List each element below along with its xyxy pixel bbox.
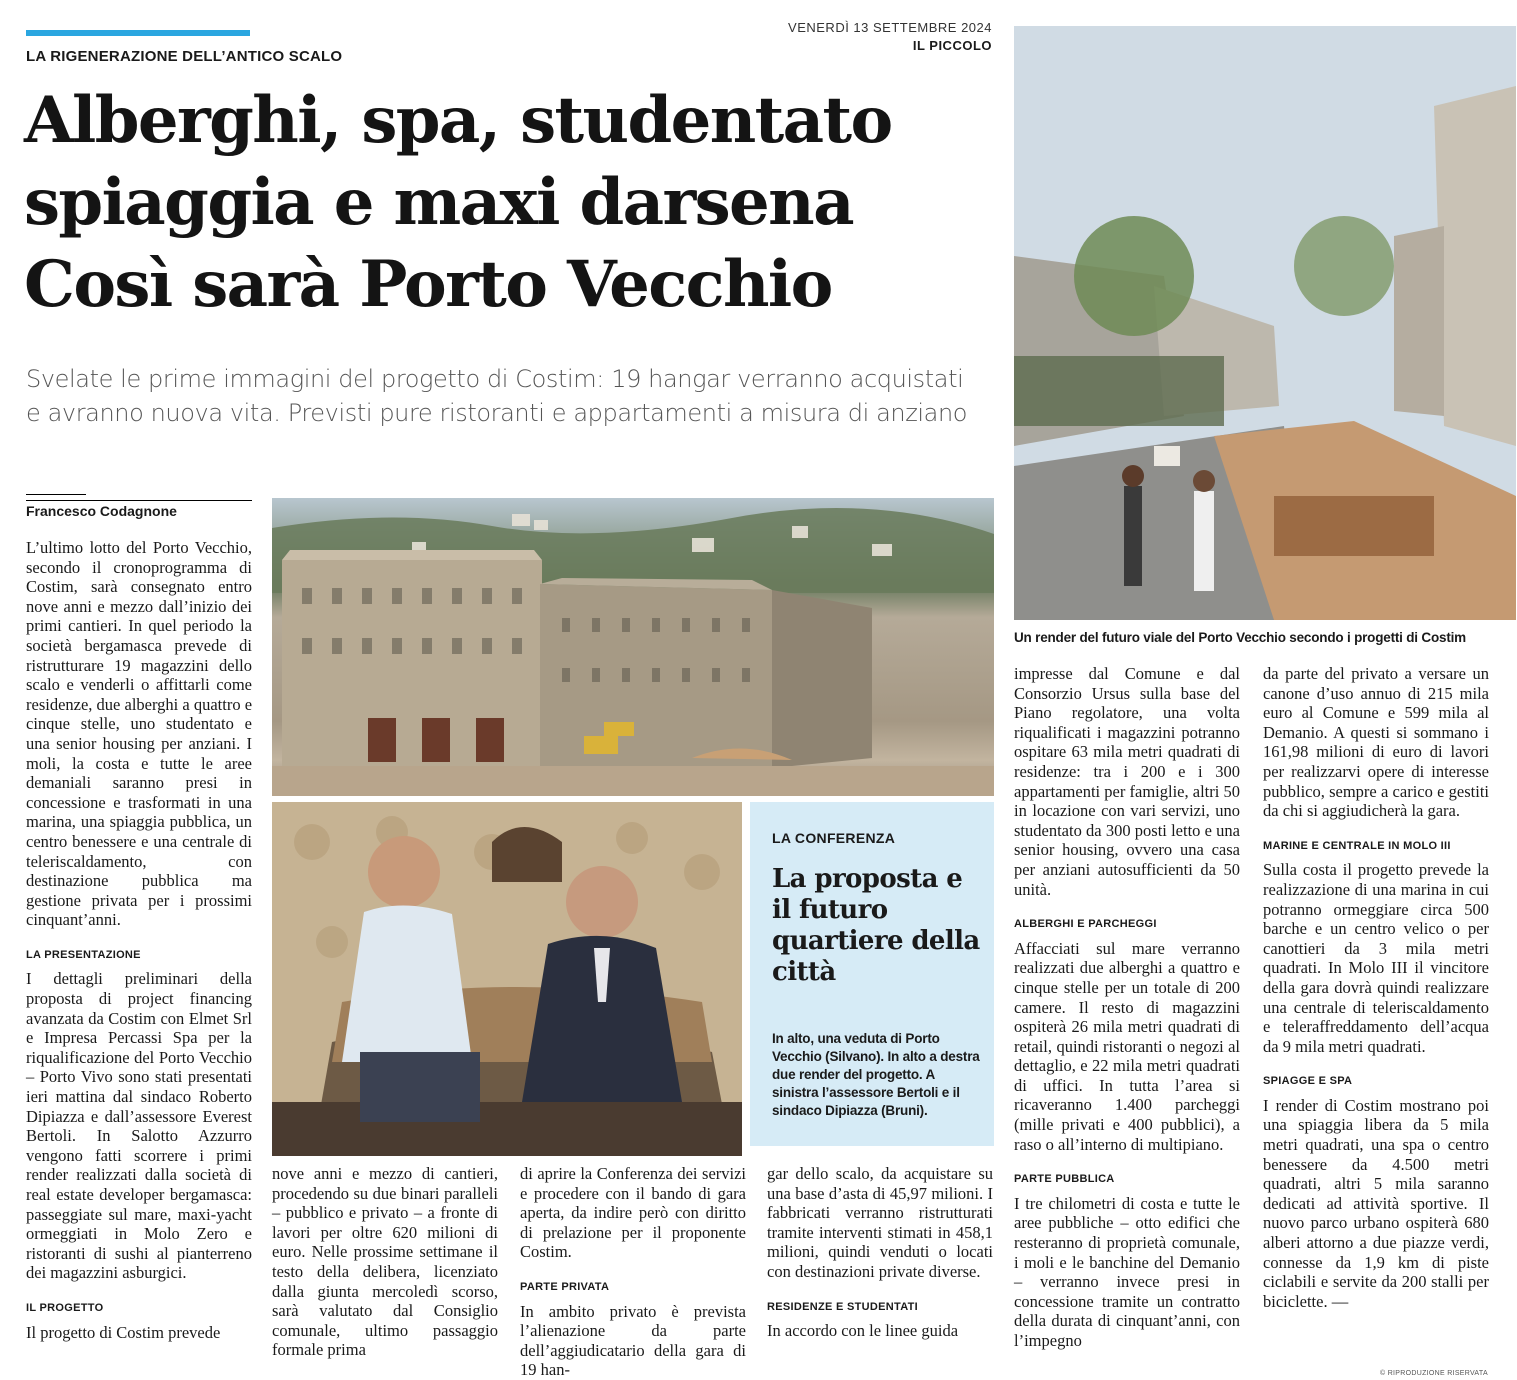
paragraph: Sulla costa il progetto prevede la realizzazione di una marina in cui potranno ormeggiare circa 500 barche e un centro velico o per canottieri da 3 mila metri quadrati. In Molo III il vincitore della gara dovrà quindi realizzare una centrale di teleriscaldamento e teleraffreddamento dell’acqua da 9 mila metri quadrati. [1263,860,1489,1056]
subheadline [26,362,1006,430]
paragraph: I render di Costim mostrano poi una spiaggia libera da 5 mila metri quadrati, una spa o centro benessere da 4.500 metri quadrati, altri 5 mila saranno dedicati ad attività sportive. Il nuovo parco urbano ospiterà 680 alberi attorno a due piazze verdi, connesse da 1,9 km di piste ciclabili e servite da 200 stalli per biciclette. — [1263,1095,1489,1311]
headline-line: spiaggia e maxi darsena [24,165,853,240]
article-column-1 [26,538,252,1342]
sidebar-title: La proposta e il futuro quartiere della città [772,864,980,987]
section-heading: IL PROGETTO [26,1301,104,1314]
paragraph: nove anni e mezzo di cantieri, procedendo su due binari paralleli – pubblico e privato – a fronte di lavori per oltre 620 milioni di euro. Nelle prossime settimane il testo della delibera, licenziato dalla giunta mercoledì scorso, sarà valutato dal Consiglio comunale, ultimo passaggio formale prima [272,1164,498,1360]
section-heading: PARTE PRIVATA [520,1280,610,1293]
sidebar-label: LA CONFERENZA [772,830,896,846]
paragraph: di aprire la Conferenza dei servizi e procedere con il bando di gara aperta, da indire però con diritto di prelazione per il proponente Costim. [520,1164,746,1262]
article-column-6 [1263,664,1489,1311]
kicker: LA RIGENERAZIONE DELL’ANTICO SCALO [26,48,343,65]
section-heading: PARTE PUBBLICA [1014,1173,1115,1186]
copyright-notice: © RIPRODUZIONE RISERVATA [1380,1370,1488,1377]
section-heading: ALBERGHI E PARCHEGGI [1014,918,1157,931]
article-column-3 [520,1164,746,1380]
paragraph: Il progetto di Costim prevede [26,1322,221,1342]
sidebar-caption: In alto, una veduta di Porto Vecchio (Silvano). In alto a destra due render del progetto. A sinistra l’assessore Bertoli e il sindaco Dipiazza (Bruni). [772,1031,980,1118]
paragraph: In ambito privato è prevista l’alienazione da parte dell’aggiudicatario della gara di 19 han- [520,1301,746,1380]
paragraph: L’ultimo lotto del Porto Vecchio, secondo il cronoprogramma di Costim, sarà consegnato entro nove anni e mezzo dall’inizio dei primi cantieri. In quel periodo la società bergamasca prevede di ristrutturare 19 magazzini dello scalo e venderli o affittarli come residenze, due alberghi a quattro e cinque stelle, uno studentato e una senior housing per anziani. I moli, la costa e tutte le aree demaniali saranno presi in concessione e trasformati in una marina, una spiaggia pubblica, un centro benessere e una centrale di teleriscaldamento, con destinazione pubblica ma gestione privata per i prossimi cinquant’anni. [26,538,253,930]
paragraph: I tre chilometri di costa e tutte le aree pubbliche – otto edifici che resteranno di proprietà comunale, i moli e le banchine del Demanio – verranno invece presi in concessione tramite un contratto della durata di cinquant’anni, con l’impegno [1014,1193,1240,1350]
headline-line: Alberghi, spa, studentato [24,83,892,158]
photo-render-boulevard [1014,26,1516,620]
subheadline-line: Svelate le prime immagini del progetto di Costim: 19 hangar verranno acquistati [26,365,964,393]
headline-line: Così sarà Porto Vecchio [24,247,832,322]
issue-date: VENERDÌ 13 SETTEMBRE 2024 [788,20,992,35]
accent-bar [26,30,250,36]
section-heading: LA PRESENTAZIONE [26,948,141,961]
paragraph: Affacciati sul mare verranno realizzati due alberghi a quattro e cinque stelle per un totale di 200 camere. Il resto di magazzini ospiterà 26 mila metri quadrati di retail, quindi ristoranti o negozi al dettaglio, e 22 mila metri quadrati di uffici. In tutta l’area si ricaveranno 1.400 parcheggi (mille privati e 400 pubblici), a raso o all’interno di multipiano. [1014,938,1240,1154]
paragraph: gar dello scalo, da acquistare su una base d’asta di 45,97 milioni. I fabbricati verranno ristrutturati tramite interventi stimati in 458,1 milioni, quindi venduti o locati con destinazioni private diverse. [767,1164,993,1281]
paragraph: impresse dal Comune e dal Consorzio Ursus sulla base del Piano regolatore, una volta riqualificati i magazzini potranno ospitare 63 mila metri quadrati di residenze: tra i 200 e i 300 appartamenti per famiglie, altri 50 in locazione con vari servizi, uno studentato da 300 posti letto e una senior housing, ovvero una casa per anziani autosufficienti da 50 unità. [1014,664,1240,899]
photo-caption: Un render del futuro viale del Porto Vecchio secondo i progetti di Costim [1014,630,1466,645]
photo-illustration [1014,26,1516,620]
byline: Francesco Codagnone [26,500,252,519]
article-column-4 [767,1164,993,1341]
article-column-2 [272,1164,498,1360]
paragraph: In accordo con le linee guida [767,1321,959,1341]
section-heading: MARINE E CENTRALE IN MOLO III [1263,839,1451,852]
photo-illustration [272,498,994,796]
subheadline-line: e avranno nuova vita. Previsti pure ristoranti e appartamenti a misura di anziano [26,399,968,427]
paragraph: I dettagli preliminari della proposta di project financing avanzata da Costim con Elmet Srl e Impresa Percassi Spa per la riqualificazione del Porto Vecchio – Porto Vivo sono stati presentati ieri mattina dal sindaco Roberto Dipiazza e dall’assessore Everest Bertoli. In Salotto Azzurro vengono fatti scorrere i primi render realizzati dalla società di real estate developer bergamasca: passeggiate sul mare, maxi-yacht ormeggiati in Molo Zero e ristoranti di sushi al pianterreno dei magazzini asburgici. [26,969,252,1283]
newspaper-name: IL PICCOLO [912,38,992,53]
photo-bertoli-dipiazza [272,802,742,1156]
section-heading: SPIAGGE E SPA [1263,1075,1353,1088]
section-heading: RESIDENZE E STUDENTATI [767,1300,919,1313]
photo-porto-vecchio-view [272,498,994,796]
byline-rule [26,494,86,495]
photo-illustration [272,802,742,1156]
headline [24,80,1004,326]
paragraph: da parte del privato a versare un canone d’uso annuo di 215 mila euro al Comune e 599 mila al Demanio. A questi si sommano i 161,98 milioni di euro di lavori per realizzarvi opere di interesse pubblico, sempre a carico e gestiti da chi si aggiudicherà la gara. [1263,664,1489,821]
article-column-5 [1014,664,1240,1351]
